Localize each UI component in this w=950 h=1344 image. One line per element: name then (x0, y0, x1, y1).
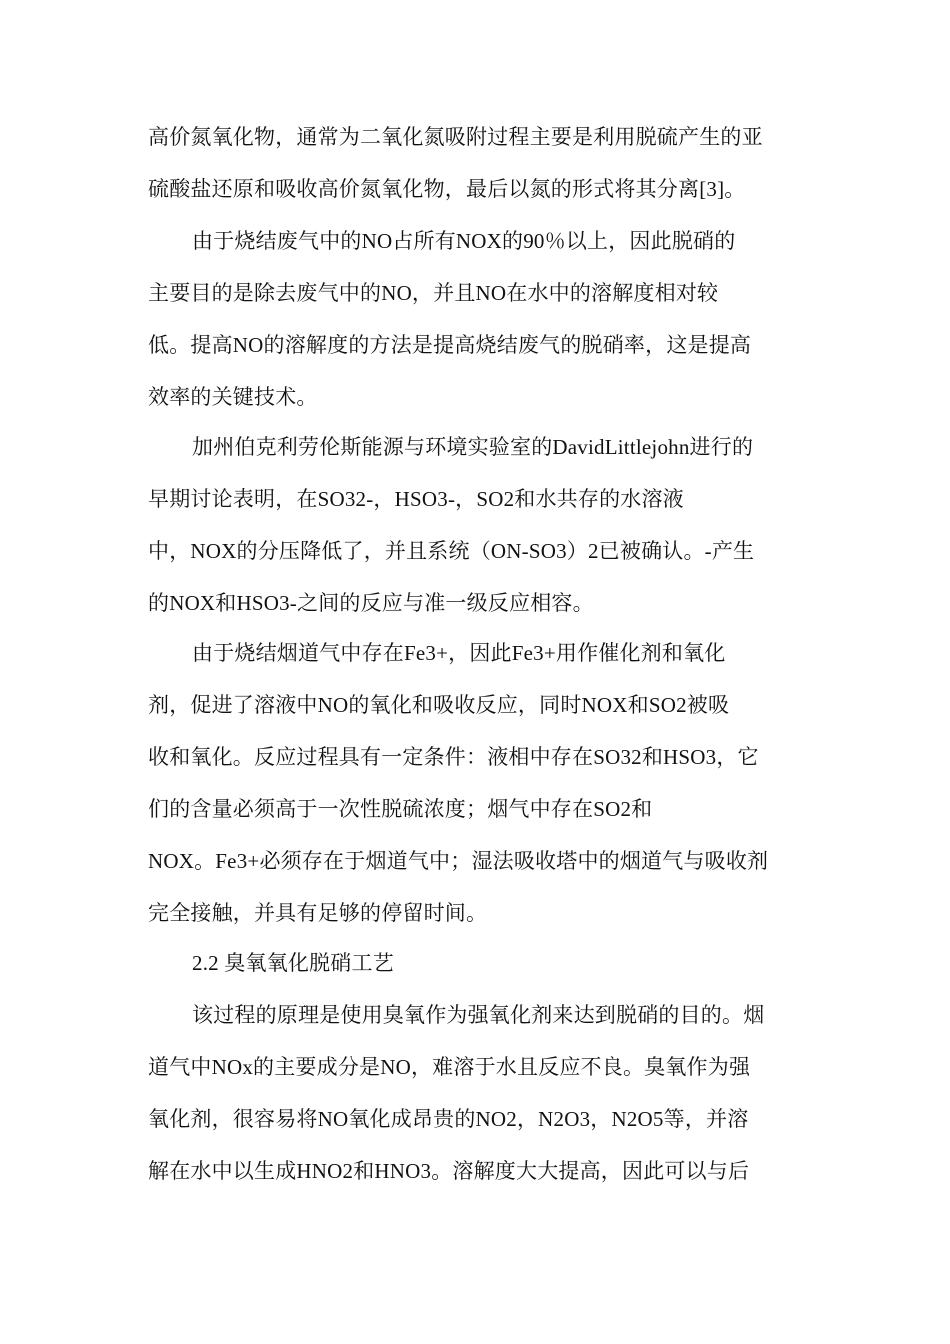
text-line: 剂，促进了溶液中NO的氧化和吸收反应，同时NOX和SO2被吸 (148, 693, 730, 717)
text-line: 中，NOX的分压降低了，并且系统（ON-SO3）2已被确认。-产生 (148, 539, 755, 563)
text-line: 的NOX和HSO3-之间的反应与准一级反应相容。 (148, 591, 594, 615)
paragraph-start-line: 加州伯克利劳伦斯能源与环境实验室的DavidLittlejohn进行的 (192, 435, 754, 459)
text-line: 高价氮氧化物，通常为二氧化氮吸附过程主要是利用脱硫产生的亚 (148, 125, 763, 149)
paragraph-start-line: 该过程的原理是使用臭氧作为强氧化剂来达到脱硝的目的。烟 (192, 1003, 765, 1027)
paragraph-start-line: 由于烧结废气中的NO占所有NOX的90％以上，因此脱硝的 (192, 229, 736, 253)
text-line: 道气中NOx的主要成分是NO，难溶于水且反应不良。臭氧作为强 (148, 1055, 751, 1079)
text-line: 完全接触，并具有足够的停留时间。 (148, 901, 488, 925)
text-line: 低。提高NO的溶解度的方法是提高烧结废气的脱硝率，这是提高 (148, 333, 752, 357)
text-line: 主要目的是除去废气中的NO，并且NO在水中的溶解度相对较 (148, 281, 719, 305)
text-line: 们的含量必须高于一次性脱硫浓度；烟气中存在SO2和 (148, 797, 653, 821)
paragraph-start-line: 由于烧结烟道气中存在Fe3+，因此Fe3+用作催化剂和氧化 (192, 641, 726, 665)
text-line: 解在水中以生成HNO2和HNO3。溶解度大大提高，因此可以与后 (148, 1159, 750, 1183)
text-line: 硫酸盐还原和吸收高价氮氧化物，最后以氮的形式将其分离[3]。 (148, 177, 746, 201)
text-line: 效率的关键技术。 (148, 385, 318, 409)
text-line: NOX。Fe3+必须存在于烟道气中；湿法吸收塔中的烟道气与吸收剂 (148, 849, 769, 873)
text-line: 早期讨论表明，在SO32-，HSO3-，SO2和水共存的水溶液 (148, 487, 684, 511)
section-heading: 2.2 臭氧氧化脱硝工艺 (192, 951, 394, 975)
text-line: 氧化剂，很容易将NO氧化成昂贵的NO2，N2O3，N2O5等，并溶 (148, 1107, 749, 1131)
text-line: 收和氧化。反应过程具有一定条件：液相中存在SO32和HSO3，它 (148, 745, 759, 769)
